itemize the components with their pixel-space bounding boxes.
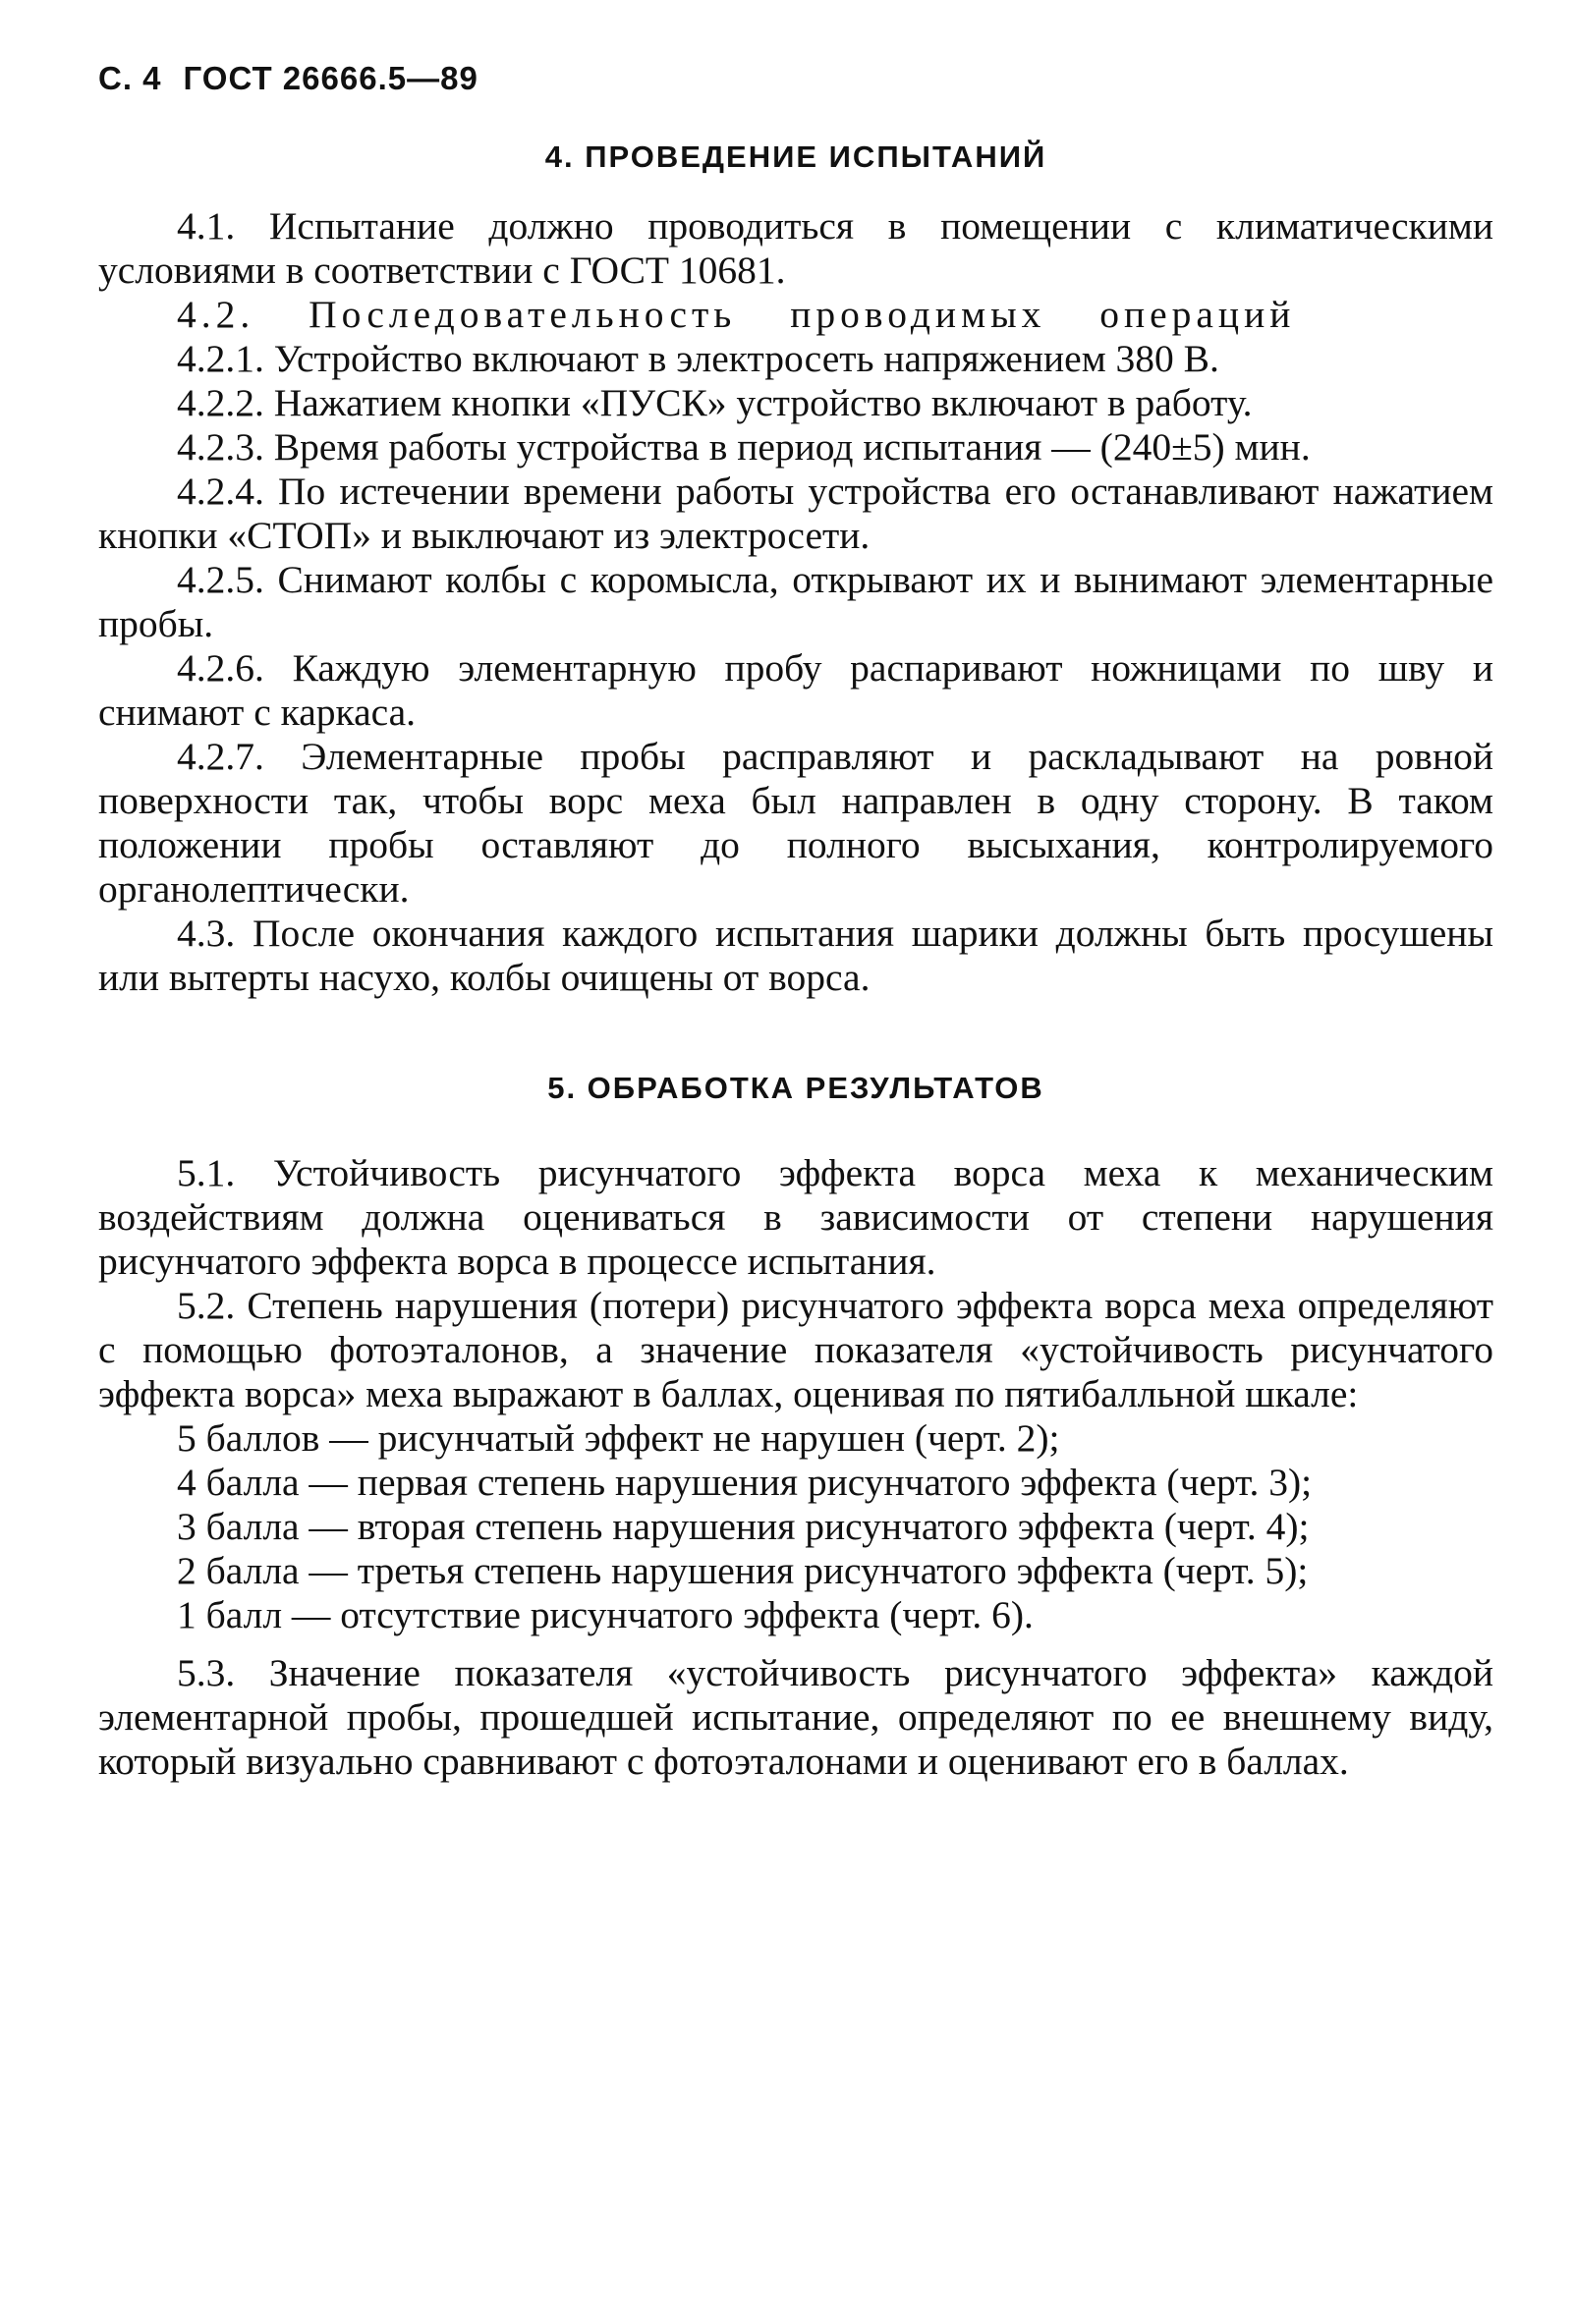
section-4-title: 4. ПРОВЕДЕНИЕ ИСПЫТАНИЙ (544, 139, 1047, 174)
section-4-body (98, 204, 1493, 1000)
paragraph-5-3: 5.3. Значение показателя «устойчивость рисунчатого эффекта» каждой элементарной пробы, прошедшей испытание, определяют по ее внешнему виду, который визуально сравнивают с фотоэталонами и оценивают его в баллах. (98, 1651, 1493, 1783)
scale-3-points: 3 балла — вторая степень нарушения рисунчатого эффекта (черт. 4); (177, 1505, 1310, 1548)
paragraph-4-1: 4.1. Испытание должно проводиться в помещении с климатическими условиями в соответствии с ГОСТ 10681. (98, 204, 1493, 292)
paragraph-4-2-3: 4.2.3. Время работы устройства в период испытания — (240±5) мин. (177, 425, 1311, 469)
scale-1-point: 1 балл — отсутствие рисунчатого эффекта (черт. 6). (177, 1593, 1034, 1636)
standard-number: ГОСТ 26666.5—89 (183, 60, 478, 96)
scale-2-points: 2 балла — третья степень нарушения рисунчатого эффекта (черт. 5); (177, 1549, 1309, 1592)
scale-5-points: 5 баллов — рисунчатый эффект не нарушен (черт. 2); (177, 1416, 1060, 1460)
paragraph-5-1: 5.1. Устойчивость рисунчатого эффекта ворса меха к механическим воздействиям должна оцениваться в зависимости от степени нарушения рисунчатого эффекта ворса в процессе испытания. (98, 1151, 1493, 1283)
document-page (98, 57, 1493, 1784)
section-5-body (98, 1151, 1493, 1784)
paragraph-4-2-6: 4.2.6. Каждую элементарную пробу распаривают ножницами по шву и снимают с каркаса. (98, 646, 1493, 734)
scale-4-points: 4 балла — первая степень нарушения рисунчатого эффекта (черт. 3); (177, 1461, 1313, 1504)
paragraph-4-3: 4.3. После окончания каждого испытания шарики должны быть просушены или вытерты насухо, колбы очищены от ворса. (98, 912, 1493, 999)
paragraph-4-2-5: 4.2.5. Снимают колбы с коромысла, открывают их и вынимают элементарные пробы. (98, 558, 1493, 645)
paragraph-4-2-4: 4.2.4. По истечении времени работы устройства его останавливают нажатием кнопки «СТОП» и выключают из электросети. (98, 470, 1493, 557)
paragraph-4-2-7: 4.2.7. Элементарные пробы расправляют и раскладывают на ровной поверхности так, чтобы ворс меха был направлен в одну сторону. В таком положении пробы оставляют до полного высыхания, контролируемого органолептически. (98, 735, 1493, 911)
paragraph-4-2-2: 4.2.2. Нажатием кнопки «ПУСК» устройство включают в работу. (177, 381, 1253, 424)
running-head (98, 57, 1493, 100)
page-number: С. 4 (98, 60, 162, 96)
paragraph-5-2: 5.2. Степень нарушения (потери) рисунчатого эффекта ворса меха определяют с помощью фотоэталонов, а значение показателя «устойчивость рисунчатого эффекта ворса» меха выражают в баллах, оценивая по пятибалльной шкале: (98, 1284, 1493, 1415)
section-5-title: 5. ОБРАБОТКА РЕЗУЛЬТАТОВ (547, 1071, 1044, 1105)
paragraph-4-2: 4.2. Последовательность проводимых операций (177, 293, 1296, 336)
paragraph-4-2-1: 4.2.1. Устройство включают в электросеть напряжением 380 В. (177, 337, 1219, 380)
